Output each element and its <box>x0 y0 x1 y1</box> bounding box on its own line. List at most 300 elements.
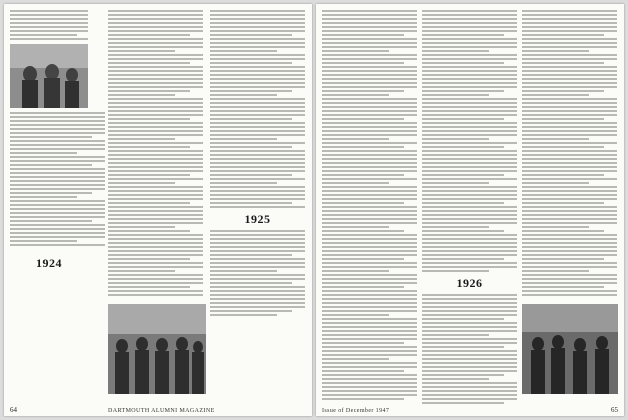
text-line <box>210 90 292 92</box>
class-year-heading: 1924 <box>36 256 62 270</box>
text-line <box>108 258 190 260</box>
text-line <box>422 18 517 20</box>
text-line <box>210 194 305 196</box>
text-line <box>108 154 203 156</box>
text-line <box>210 270 277 272</box>
text-line <box>108 58 203 60</box>
left-column-2 <box>108 10 203 298</box>
text-line <box>10 232 105 234</box>
text-line <box>322 102 417 104</box>
text-line <box>108 106 203 108</box>
text-line <box>210 58 305 60</box>
text-line <box>322 46 417 48</box>
text-line <box>10 200 105 202</box>
text-line <box>10 18 88 20</box>
text-line <box>322 366 417 368</box>
text-line <box>422 14 517 16</box>
text-line <box>322 30 417 32</box>
text-line <box>422 334 489 336</box>
text-line <box>422 322 517 324</box>
text-line <box>422 78 517 80</box>
text-line <box>522 206 617 208</box>
text-line <box>108 190 203 192</box>
text-line <box>108 62 190 64</box>
text-line <box>210 134 305 136</box>
text-line <box>522 146 604 148</box>
text-line <box>210 234 305 236</box>
text-line <box>322 138 389 140</box>
text-line <box>108 42 203 44</box>
text-line <box>522 26 617 28</box>
text-line <box>108 102 203 104</box>
text-line <box>322 206 417 208</box>
text-line <box>322 26 417 28</box>
text-line <box>522 130 617 132</box>
text-line <box>210 70 305 72</box>
running-footer-issue: Issue of December 1947 <box>322 408 390 414</box>
right-column-3 <box>522 10 617 298</box>
text-line <box>108 182 175 184</box>
text-line <box>422 250 517 252</box>
text-line <box>210 54 305 56</box>
text-line <box>522 30 617 32</box>
text-line <box>210 22 305 24</box>
text-line <box>522 66 617 68</box>
text-line <box>10 26 88 28</box>
right-column-1 <box>322 10 417 402</box>
text-line <box>422 230 504 232</box>
text-line <box>108 98 203 100</box>
text-line <box>522 210 617 212</box>
text-line <box>10 136 92 138</box>
text-line <box>10 196 77 198</box>
text-line <box>210 238 305 240</box>
text-line <box>422 302 517 304</box>
text-line <box>108 226 175 228</box>
text-line <box>10 236 105 238</box>
text-line <box>522 262 617 264</box>
text-line <box>10 156 105 158</box>
text-line <box>108 170 203 172</box>
right-page <box>316 4 624 416</box>
text-line <box>322 186 417 188</box>
text-line <box>108 218 203 220</box>
text-line <box>422 246 517 248</box>
text-line <box>322 254 417 256</box>
text-line <box>210 142 305 144</box>
text-line <box>210 170 305 172</box>
text-line <box>422 370 517 372</box>
text-line <box>422 298 517 300</box>
text-line <box>108 166 203 168</box>
text-line <box>522 14 617 16</box>
right-column-2 <box>422 10 517 406</box>
text-line <box>10 10 88 12</box>
text-line <box>322 106 417 108</box>
text-line <box>10 188 105 190</box>
text-line <box>210 118 292 120</box>
body-text-placeholder <box>108 10 203 296</box>
left-column-1-top <box>10 10 88 42</box>
text-line <box>210 298 305 300</box>
text-line <box>522 238 617 240</box>
text-line <box>108 146 190 148</box>
text-line <box>522 218 617 220</box>
text-line <box>522 46 617 48</box>
text-line <box>108 286 190 288</box>
text-line <box>108 222 203 224</box>
text-line <box>108 178 203 180</box>
text-line <box>210 294 305 296</box>
text-line <box>210 10 305 12</box>
group-photo-image <box>108 304 206 394</box>
text-line <box>522 78 617 80</box>
text-line <box>108 134 203 136</box>
text-line <box>322 190 417 192</box>
text-line <box>10 164 92 166</box>
text-line <box>422 382 517 384</box>
text-line <box>422 154 517 156</box>
text-line <box>322 334 417 336</box>
text-line <box>10 34 77 36</box>
text-line <box>108 126 203 128</box>
text-line <box>422 62 504 64</box>
text-line <box>10 14 88 16</box>
text-line <box>522 82 617 84</box>
text-line <box>522 214 617 216</box>
text-line <box>422 218 517 220</box>
text-line <box>422 90 504 92</box>
text-line <box>422 378 489 380</box>
text-line <box>422 346 504 348</box>
text-line <box>322 18 417 20</box>
text-line <box>210 130 305 132</box>
text-line <box>422 130 517 132</box>
text-line <box>210 38 305 40</box>
text-line <box>322 382 417 384</box>
text-line <box>422 234 517 236</box>
text-line <box>422 82 517 84</box>
text-line <box>322 330 417 332</box>
text-line <box>108 202 190 204</box>
text-line <box>522 150 617 152</box>
text-line <box>322 78 417 80</box>
text-line <box>322 74 417 76</box>
text-line <box>422 54 517 56</box>
body-text-placeholder <box>10 112 105 246</box>
text-line <box>422 398 517 400</box>
text-line <box>210 146 292 148</box>
text-line <box>210 106 305 108</box>
text-line <box>422 294 517 296</box>
text-line <box>522 194 617 196</box>
text-line <box>422 106 517 108</box>
text-line <box>322 310 417 312</box>
text-line <box>10 168 105 170</box>
text-line <box>210 250 305 252</box>
text-line <box>322 230 404 232</box>
text-line <box>108 26 203 28</box>
text-line <box>210 254 292 256</box>
text-line <box>210 162 305 164</box>
text-line <box>422 366 517 368</box>
text-line <box>322 134 417 136</box>
text-line <box>10 148 105 150</box>
text-line <box>422 238 517 240</box>
text-line <box>322 50 389 52</box>
text-line <box>322 326 417 328</box>
text-line <box>210 282 292 284</box>
text-line <box>422 146 504 148</box>
text-line <box>210 242 305 244</box>
text-line <box>322 398 404 400</box>
text-line <box>322 302 417 304</box>
text-line <box>10 160 105 162</box>
text-line <box>322 210 417 212</box>
text-line <box>322 290 417 292</box>
text-line <box>522 122 617 124</box>
text-line <box>108 142 203 144</box>
text-line <box>108 46 203 48</box>
text-line <box>422 198 517 200</box>
text-line <box>322 58 417 60</box>
text-line <box>108 214 203 216</box>
text-line <box>10 240 77 242</box>
text-line <box>422 142 517 144</box>
text-line <box>422 110 517 112</box>
text-line <box>422 162 517 164</box>
text-line <box>210 18 305 20</box>
text-line <box>422 350 517 352</box>
text-line <box>210 202 292 204</box>
text-line <box>422 66 517 68</box>
text-line <box>10 152 77 154</box>
text-line <box>522 270 589 272</box>
text-line <box>210 110 305 112</box>
text-line <box>108 114 203 116</box>
text-line <box>210 30 305 32</box>
text-line <box>322 218 417 220</box>
text-line <box>322 246 417 248</box>
text-line <box>522 22 617 24</box>
text-line <box>522 230 604 232</box>
text-line <box>322 362 417 364</box>
text-line <box>522 174 604 176</box>
text-line <box>522 250 617 252</box>
text-line <box>422 150 517 152</box>
text-line <box>210 230 305 232</box>
text-line <box>210 122 305 124</box>
text-line <box>210 26 305 28</box>
text-line <box>322 378 417 380</box>
text-line <box>522 154 617 156</box>
text-line <box>108 186 203 188</box>
text-line <box>210 74 305 76</box>
text-line <box>108 274 203 276</box>
text-line <box>322 22 417 24</box>
text-line <box>10 144 105 146</box>
text-line <box>522 282 617 284</box>
text-line <box>322 242 417 244</box>
text-line <box>210 166 305 168</box>
text-line <box>422 26 517 28</box>
text-line <box>522 170 617 172</box>
text-line <box>210 114 305 116</box>
text-line <box>522 58 617 60</box>
text-line <box>422 394 517 396</box>
text-line <box>108 194 203 196</box>
text-line <box>322 38 417 40</box>
text-line <box>322 174 404 176</box>
text-line <box>322 222 417 224</box>
text-line <box>210 62 292 64</box>
class-photo-bottom <box>108 304 206 394</box>
running-footer: DARTMOUTH ALUMNI MAGAZINE <box>108 408 215 414</box>
text-line <box>322 318 417 320</box>
text-line <box>210 154 305 156</box>
text-line <box>322 306 417 308</box>
text-line <box>322 122 417 124</box>
text-line <box>210 94 277 96</box>
text-line <box>210 66 305 68</box>
text-line <box>322 202 404 204</box>
text-line <box>322 350 417 352</box>
text-line <box>10 112 105 114</box>
text-line <box>322 322 417 324</box>
text-line <box>210 258 305 260</box>
text-line <box>522 50 589 52</box>
text-line <box>522 202 604 204</box>
text-line <box>210 174 292 176</box>
text-line <box>422 262 517 264</box>
text-line <box>522 234 617 236</box>
text-line <box>10 224 105 226</box>
text-line <box>322 214 417 216</box>
text-line <box>422 182 489 184</box>
text-line <box>210 98 305 100</box>
text-line <box>322 266 417 268</box>
text-line <box>210 266 305 268</box>
text-line <box>422 330 517 332</box>
text-line <box>522 10 617 12</box>
class-year-heading: 1926 <box>456 276 483 290</box>
text-line <box>322 198 417 200</box>
text-line <box>10 216 105 218</box>
text-line <box>422 102 517 104</box>
text-line <box>522 226 589 228</box>
text-line <box>108 246 203 248</box>
text-line <box>210 46 305 48</box>
text-line <box>322 66 417 68</box>
text-line <box>322 162 417 164</box>
text-line <box>422 362 517 364</box>
text-line <box>322 10 417 12</box>
text-line <box>108 130 203 132</box>
text-line <box>108 150 203 152</box>
text-line <box>322 270 389 272</box>
text-line <box>322 118 404 120</box>
text-line <box>522 242 617 244</box>
text-line <box>422 166 517 168</box>
text-line <box>322 130 417 132</box>
text-line <box>322 282 417 284</box>
body-text-placeholder <box>10 10 88 40</box>
group-photo-image <box>10 44 88 108</box>
page-number: 64 <box>10 406 17 414</box>
text-line <box>422 30 517 32</box>
class-photo-bottom-right <box>522 304 618 394</box>
text-line <box>108 66 203 68</box>
text-line <box>422 266 517 268</box>
text-line <box>522 222 617 224</box>
text-line <box>108 290 203 292</box>
text-line <box>422 222 517 224</box>
body-text-placeholder <box>210 230 305 316</box>
text-line <box>108 122 203 124</box>
text-line <box>322 90 404 92</box>
body-text-placeholder <box>522 10 617 296</box>
text-line <box>210 150 305 152</box>
text-line <box>522 86 617 88</box>
text-line <box>322 298 417 300</box>
text-line <box>322 194 417 196</box>
text-line <box>108 10 203 12</box>
text-line <box>210 102 305 104</box>
text-line <box>522 70 617 72</box>
text-line <box>422 226 489 228</box>
text-line <box>422 310 517 312</box>
text-line <box>322 394 417 396</box>
class-year-heading: 1925 <box>244 212 271 226</box>
text-line <box>422 42 517 44</box>
text-line <box>322 98 417 100</box>
text-line <box>10 208 105 210</box>
text-line <box>108 38 203 40</box>
text-line <box>210 198 305 200</box>
text-line <box>210 42 305 44</box>
text-line <box>322 314 389 316</box>
text-line <box>422 402 504 404</box>
text-line <box>108 206 203 208</box>
text-line <box>108 138 175 140</box>
text-line <box>322 94 389 96</box>
class-photo-top-left <box>10 44 88 108</box>
text-line <box>522 98 617 100</box>
text-line <box>108 250 203 252</box>
text-line <box>108 198 203 200</box>
text-line <box>210 182 277 184</box>
text-line <box>422 58 517 60</box>
text-line <box>108 270 175 272</box>
group-photo-image <box>522 304 618 394</box>
text-line <box>522 90 604 92</box>
text-line <box>322 150 417 152</box>
text-line <box>210 186 305 188</box>
text-line <box>422 170 517 172</box>
text-line <box>422 270 489 272</box>
text-line <box>210 14 305 16</box>
text-line <box>522 286 604 288</box>
text-line <box>210 138 277 140</box>
text-line <box>522 62 604 64</box>
text-line <box>422 114 517 116</box>
body-text-placeholder <box>210 10 305 208</box>
text-line <box>422 354 517 356</box>
text-line <box>322 82 417 84</box>
text-line <box>522 254 617 256</box>
text-line <box>522 294 617 296</box>
text-line <box>10 120 105 122</box>
